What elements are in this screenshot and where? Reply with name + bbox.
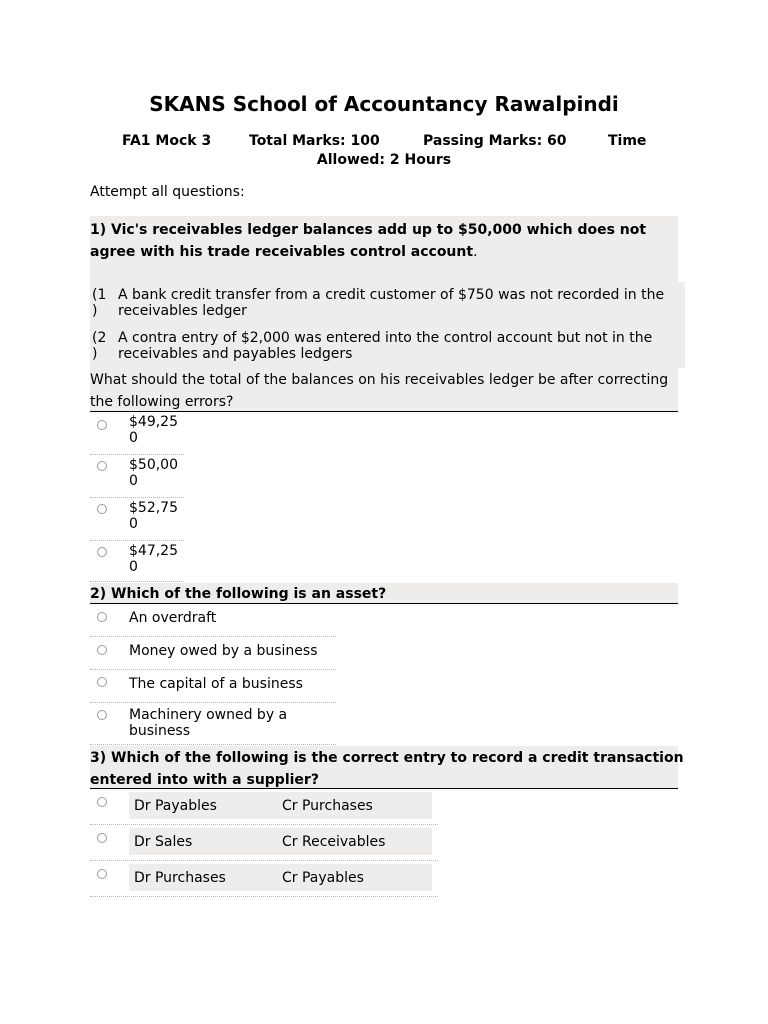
question-3-box [90,746,684,788]
radio-button[interactable] [97,677,107,687]
option-label: $49,25 0 [129,414,178,446]
q1-option-4[interactable] [90,541,184,581]
time-label: Time [608,133,647,149]
radio-button[interactable] [97,547,107,557]
radio-button[interactable] [97,461,107,471]
q2-option-1[interactable] [90,604,336,636]
question-2-box [90,583,678,603]
total-marks: Total Marks: 100 [249,133,380,149]
instructions: Attempt all questions: [90,184,245,200]
error-1-num: (1 ) [92,287,107,319]
option-label: Money owed by a business [129,643,318,659]
q3-option-1[interactable] [90,789,438,824]
question-1-text [90,219,678,263]
debit-label: Dr Payables [134,798,217,814]
option-entry [129,792,432,819]
question-1-errors [90,282,685,368]
passing-marks: Passing Marks: 60 [423,133,567,149]
credit-label: Cr Payables [282,870,364,886]
option-label: $47,25 0 [129,543,178,575]
option-label: Machinery owned by a business [129,707,288,739]
debit-label: Dr Purchases [134,870,226,886]
error-2-num: (2 ) [92,330,107,362]
time-allowed: Allowed: 2 Hours [316,152,452,168]
q2-option-2[interactable] [90,637,336,669]
radio-button[interactable] [97,612,107,622]
divider [90,744,336,745]
question-1-bold: 1) Vic's receivables ledger balances add up to $50,000 which does not agree with his trade receivables control account [90,222,647,260]
q2-option-4[interactable] [90,703,336,744]
credit-label: Cr Receivables [282,834,386,850]
divider [90,581,184,582]
credit-label: Cr Purchases [282,798,373,814]
q1-option-3[interactable] [90,498,184,540]
q1-option-1[interactable] [90,412,184,454]
error-1-text: A bank credit transfer from a credit customer of $750 was not recorded in the receivables ledger [118,287,665,319]
divider [90,896,438,897]
error-2-text: A contra entry of $2,000 was entered into the control account but not in the receivables and payables ledgers [118,330,653,362]
q3-option-2[interactable] [90,825,438,860]
radio-button[interactable] [97,645,107,655]
radio-button[interactable] [97,420,107,430]
question-1-period: . [473,244,478,260]
q2-option-3[interactable] [90,670,336,702]
radio-button[interactable] [97,504,107,514]
page-title: SKANS School of Accountancy Rawalpindi [149,92,619,116]
radio-button[interactable] [97,833,107,843]
option-label: An overdraft [129,610,217,626]
question-3-text: 3) Which of the following is the correct entry to record a credit transaction entered into with a supplier? [90,750,684,788]
question-1-prompt-box [90,368,678,411]
debit-label: Dr Sales [134,834,193,850]
option-entry [129,864,432,891]
radio-button[interactable] [97,797,107,807]
question-1-prompt: What should the total of the balances on his receivables ledger be after correcting the following errors? [90,372,669,410]
option-label: $52,75 0 [129,500,178,532]
question-2-text: 2) Which of the following is an asset? [90,586,387,602]
radio-button[interactable] [97,869,107,879]
option-entry [129,828,432,855]
option-label: $50,00 0 [129,457,178,489]
question-1-box [90,216,678,282]
radio-button[interactable] [97,710,107,720]
exam-name: FA1 Mock 3 [122,133,212,149]
q1-option-2[interactable] [90,455,184,497]
q3-option-3[interactable] [90,861,438,896]
option-label: The capital of a business [129,676,303,692]
